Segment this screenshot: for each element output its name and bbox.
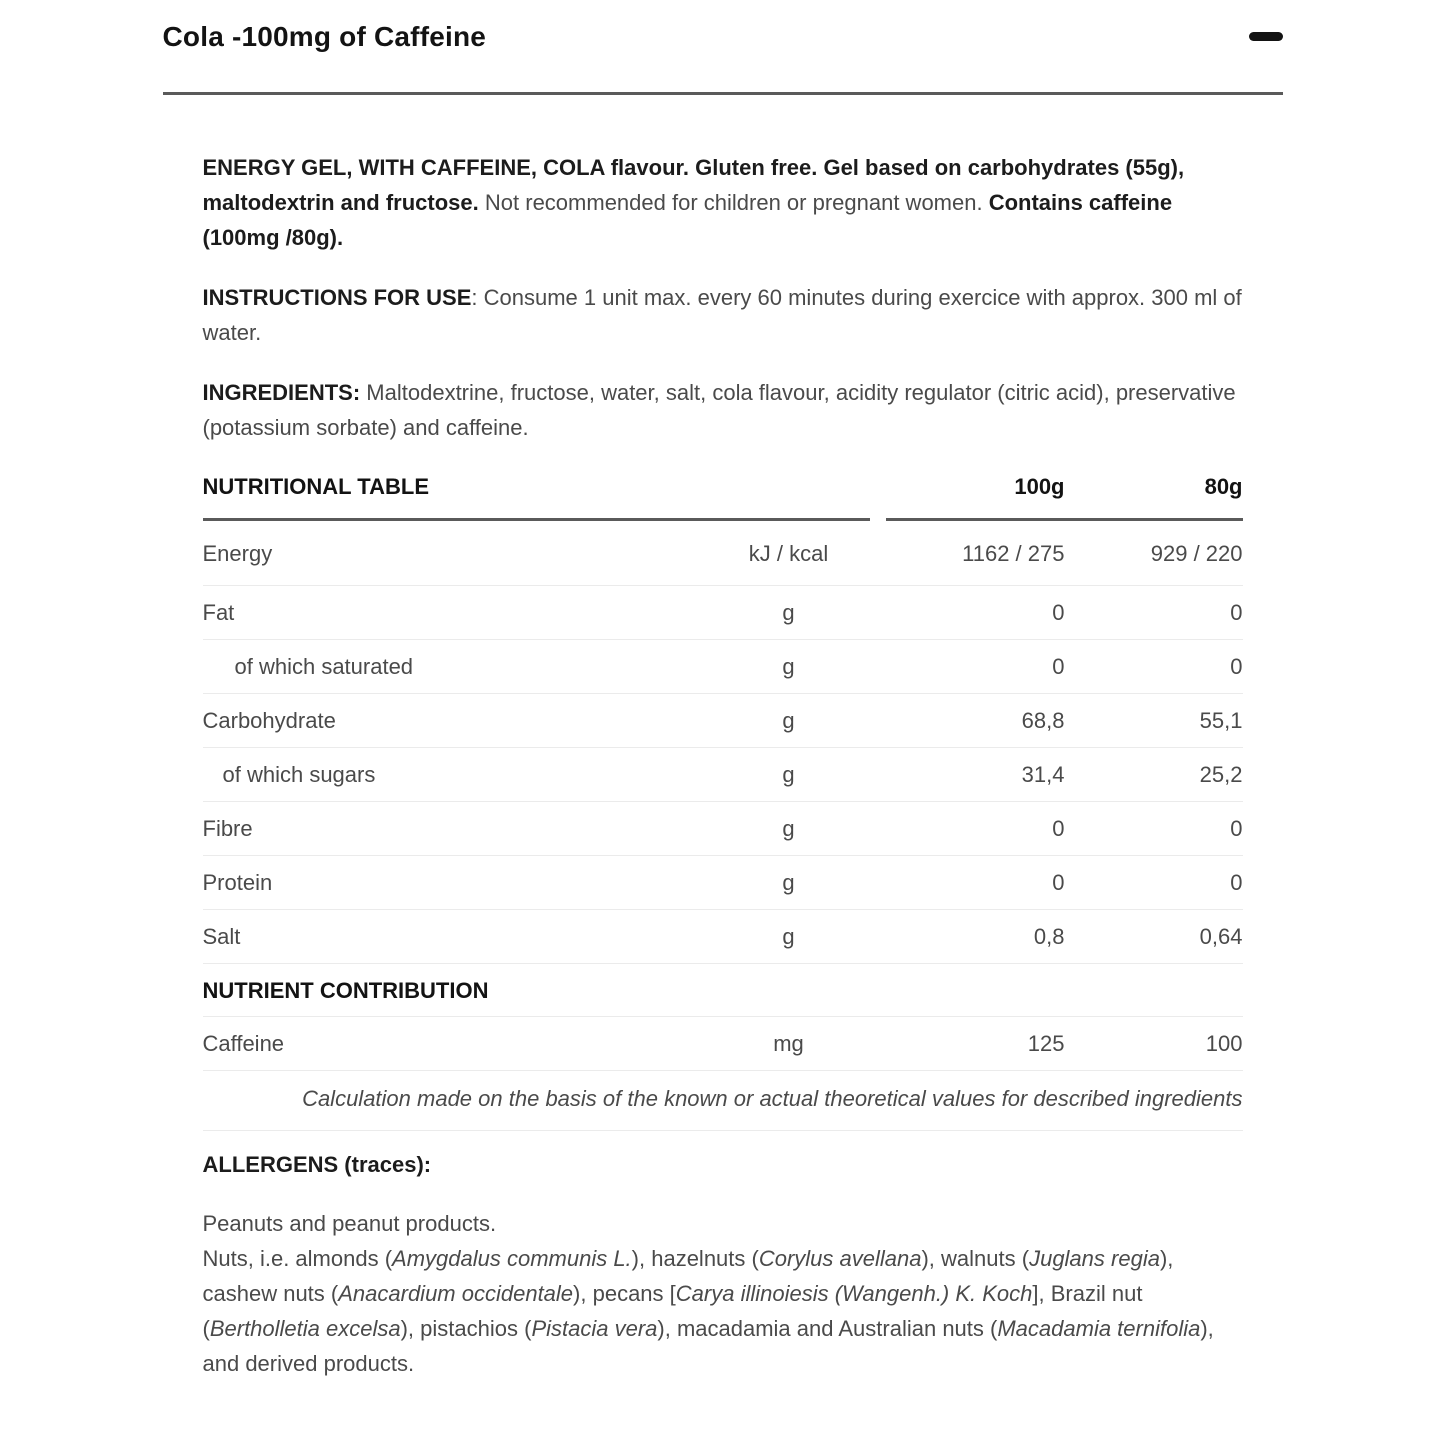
table-title: NUTRITIONAL TABLE xyxy=(203,469,870,521)
row-unit: kJ / kcal xyxy=(748,540,829,566)
column-header-100g: 100g xyxy=(1014,474,1065,499)
row-value-80g: 100 xyxy=(1205,1031,1243,1056)
accordion-title: Cola -100mg of Caffeine xyxy=(162,21,487,52)
nutritional-table-body xyxy=(203,521,1243,964)
row-label: Caffeine xyxy=(202,1031,285,1056)
collapse-accordion-button[interactable] xyxy=(1249,20,1283,41)
instructions-paragraph xyxy=(203,280,1243,350)
product-info-accordion-panel xyxy=(163,0,1283,1381)
allergens-title: ALLERGENS (traces): xyxy=(202,1152,432,1177)
table-row xyxy=(203,586,1243,640)
row-value-100g: 0 xyxy=(1052,870,1065,895)
row-value-80g: 0 xyxy=(1230,600,1243,625)
accordion-content xyxy=(163,150,1283,1381)
row-value-80g: 0 xyxy=(1230,816,1243,841)
bold-text-segment: INSTRUCTIONS FOR USE xyxy=(202,285,472,310)
italic-text-segment: Anacardium occidentale xyxy=(338,1281,574,1306)
italic-text-segment: Macadamia ternifolia xyxy=(997,1316,1201,1341)
row-value-100g: 0 xyxy=(1052,816,1065,841)
row-unit: mg xyxy=(773,1031,804,1056)
row-label: Protein xyxy=(202,870,273,895)
row-unit: g xyxy=(782,708,795,733)
ingredients-paragraph xyxy=(203,375,1243,445)
text-segment: ), and derived products. xyxy=(202,1316,1214,1376)
italic-text-segment: Bertholletia excelsa xyxy=(209,1316,401,1341)
nutrient-contribution-title: NUTRIENT CONTRIBUTION xyxy=(202,977,489,1003)
table-row xyxy=(203,748,1243,802)
row-unit: g xyxy=(782,924,795,949)
row-unit: g xyxy=(782,816,795,841)
column-header-80g: 80g xyxy=(1204,474,1243,499)
row-label: Energy xyxy=(202,540,273,566)
row-value-80g: 55,1 xyxy=(1199,708,1243,733)
italic-text-segment: Amygdalus communis L. xyxy=(392,1246,632,1271)
row-label: Salt xyxy=(202,924,241,949)
text-segment: ), pistachios ( xyxy=(400,1316,532,1341)
nutrient-contribution-body xyxy=(203,1017,1243,1071)
italic-text-segment: Carya illinoiesis (Wangenh.) K. Koch xyxy=(675,1281,1033,1306)
row-value-100g: 31,4 xyxy=(1021,762,1065,787)
text-segment: ), pecans [ xyxy=(573,1281,676,1306)
text-segment: Maltodextrine, fructose, water, salt, cola flavour, acidity regulator (citric acid), preservative (potassium sorbate) and caffeine. xyxy=(202,380,1236,440)
row-value-100g: 1162 / 275 xyxy=(962,540,1065,566)
row-value-100g: 0 xyxy=(1052,654,1065,679)
row-unit: g xyxy=(782,870,795,895)
text-segment: : Consume 1 unit max. every 60 minutes during exercice with approx. 300 ml of water. xyxy=(202,285,1242,345)
table-row xyxy=(203,521,1243,586)
italic-text-segment: Pistacia vera xyxy=(531,1316,658,1341)
row-value-80g: 929 / 220 xyxy=(1150,540,1243,566)
italic-text-segment: Juglans regia xyxy=(1029,1246,1160,1271)
text-segment: ], Brazil nut ( xyxy=(202,1281,1143,1341)
row-label: Fibre xyxy=(202,816,253,841)
row-value-100g: 0 xyxy=(1052,600,1065,625)
bold-text-segment: ENERGY GEL, WITH CAFFEINE, COLA flavour. Gluten free. Gel based on carbohydrates (55g), maltodextrin and fructose. xyxy=(202,155,1185,215)
row-value-100g: 0,8 xyxy=(1033,924,1065,949)
row-value-80g: 0 xyxy=(1230,654,1243,679)
nutritional-table xyxy=(203,469,1243,1131)
row-value-100g: 125 xyxy=(1027,1031,1065,1056)
row-unit: g xyxy=(782,654,795,679)
table-row xyxy=(203,802,1243,856)
row-label: of which sugars xyxy=(222,762,376,787)
table-row xyxy=(203,1017,1243,1071)
row-value-80g: 0,64 xyxy=(1199,924,1243,949)
bold-text-segment: Contains caffeine (100mg /80g). xyxy=(202,190,1173,250)
text-segment: ), walnuts ( xyxy=(921,1246,1030,1271)
row-unit: g xyxy=(782,600,795,625)
row-value-80g: 0 xyxy=(1230,870,1243,895)
table-footnote: Calculation made on the basis of the known or actual theoretical values for described ingredients xyxy=(203,1071,1243,1131)
text-segment: Not recommended for children or pregnant women. xyxy=(478,190,989,215)
allergens-intro-line: Peanuts and peanut products. xyxy=(202,1211,497,1236)
bold-text-segment: INGREDIENTS: xyxy=(202,380,361,405)
table-row xyxy=(203,910,1243,964)
text-segment: ), macadamia and Australian nuts ( xyxy=(657,1316,998,1341)
allergens-nuts-paragraph xyxy=(203,1241,1243,1381)
table-row xyxy=(203,856,1243,910)
row-label: Carbohydrate xyxy=(202,708,336,733)
nutrient-contribution-header xyxy=(203,964,1243,1017)
table-row xyxy=(203,640,1243,694)
minus-icon xyxy=(1249,32,1283,41)
table-row xyxy=(203,694,1243,748)
accordion-header[interactable] xyxy=(163,20,1283,95)
row-label: of which saturated xyxy=(234,654,414,679)
product-description xyxy=(203,150,1243,255)
row-value-80g: 25,2 xyxy=(1199,762,1243,787)
text-segment: ), hazelnuts ( xyxy=(631,1246,759,1271)
table-column-headers xyxy=(886,469,1243,521)
nutritional-table-header xyxy=(203,469,1243,521)
text-segment: Nuts, i.e. almonds ( xyxy=(202,1246,393,1271)
text-segment: ), cashew nuts ( xyxy=(202,1246,1174,1306)
allergens-body xyxy=(203,1206,1243,1381)
row-value-100g: 68,8 xyxy=(1021,708,1065,733)
row-label: Fat xyxy=(202,600,235,625)
row-unit: g xyxy=(782,762,795,787)
italic-text-segment: Corylus avellana xyxy=(758,1246,922,1271)
